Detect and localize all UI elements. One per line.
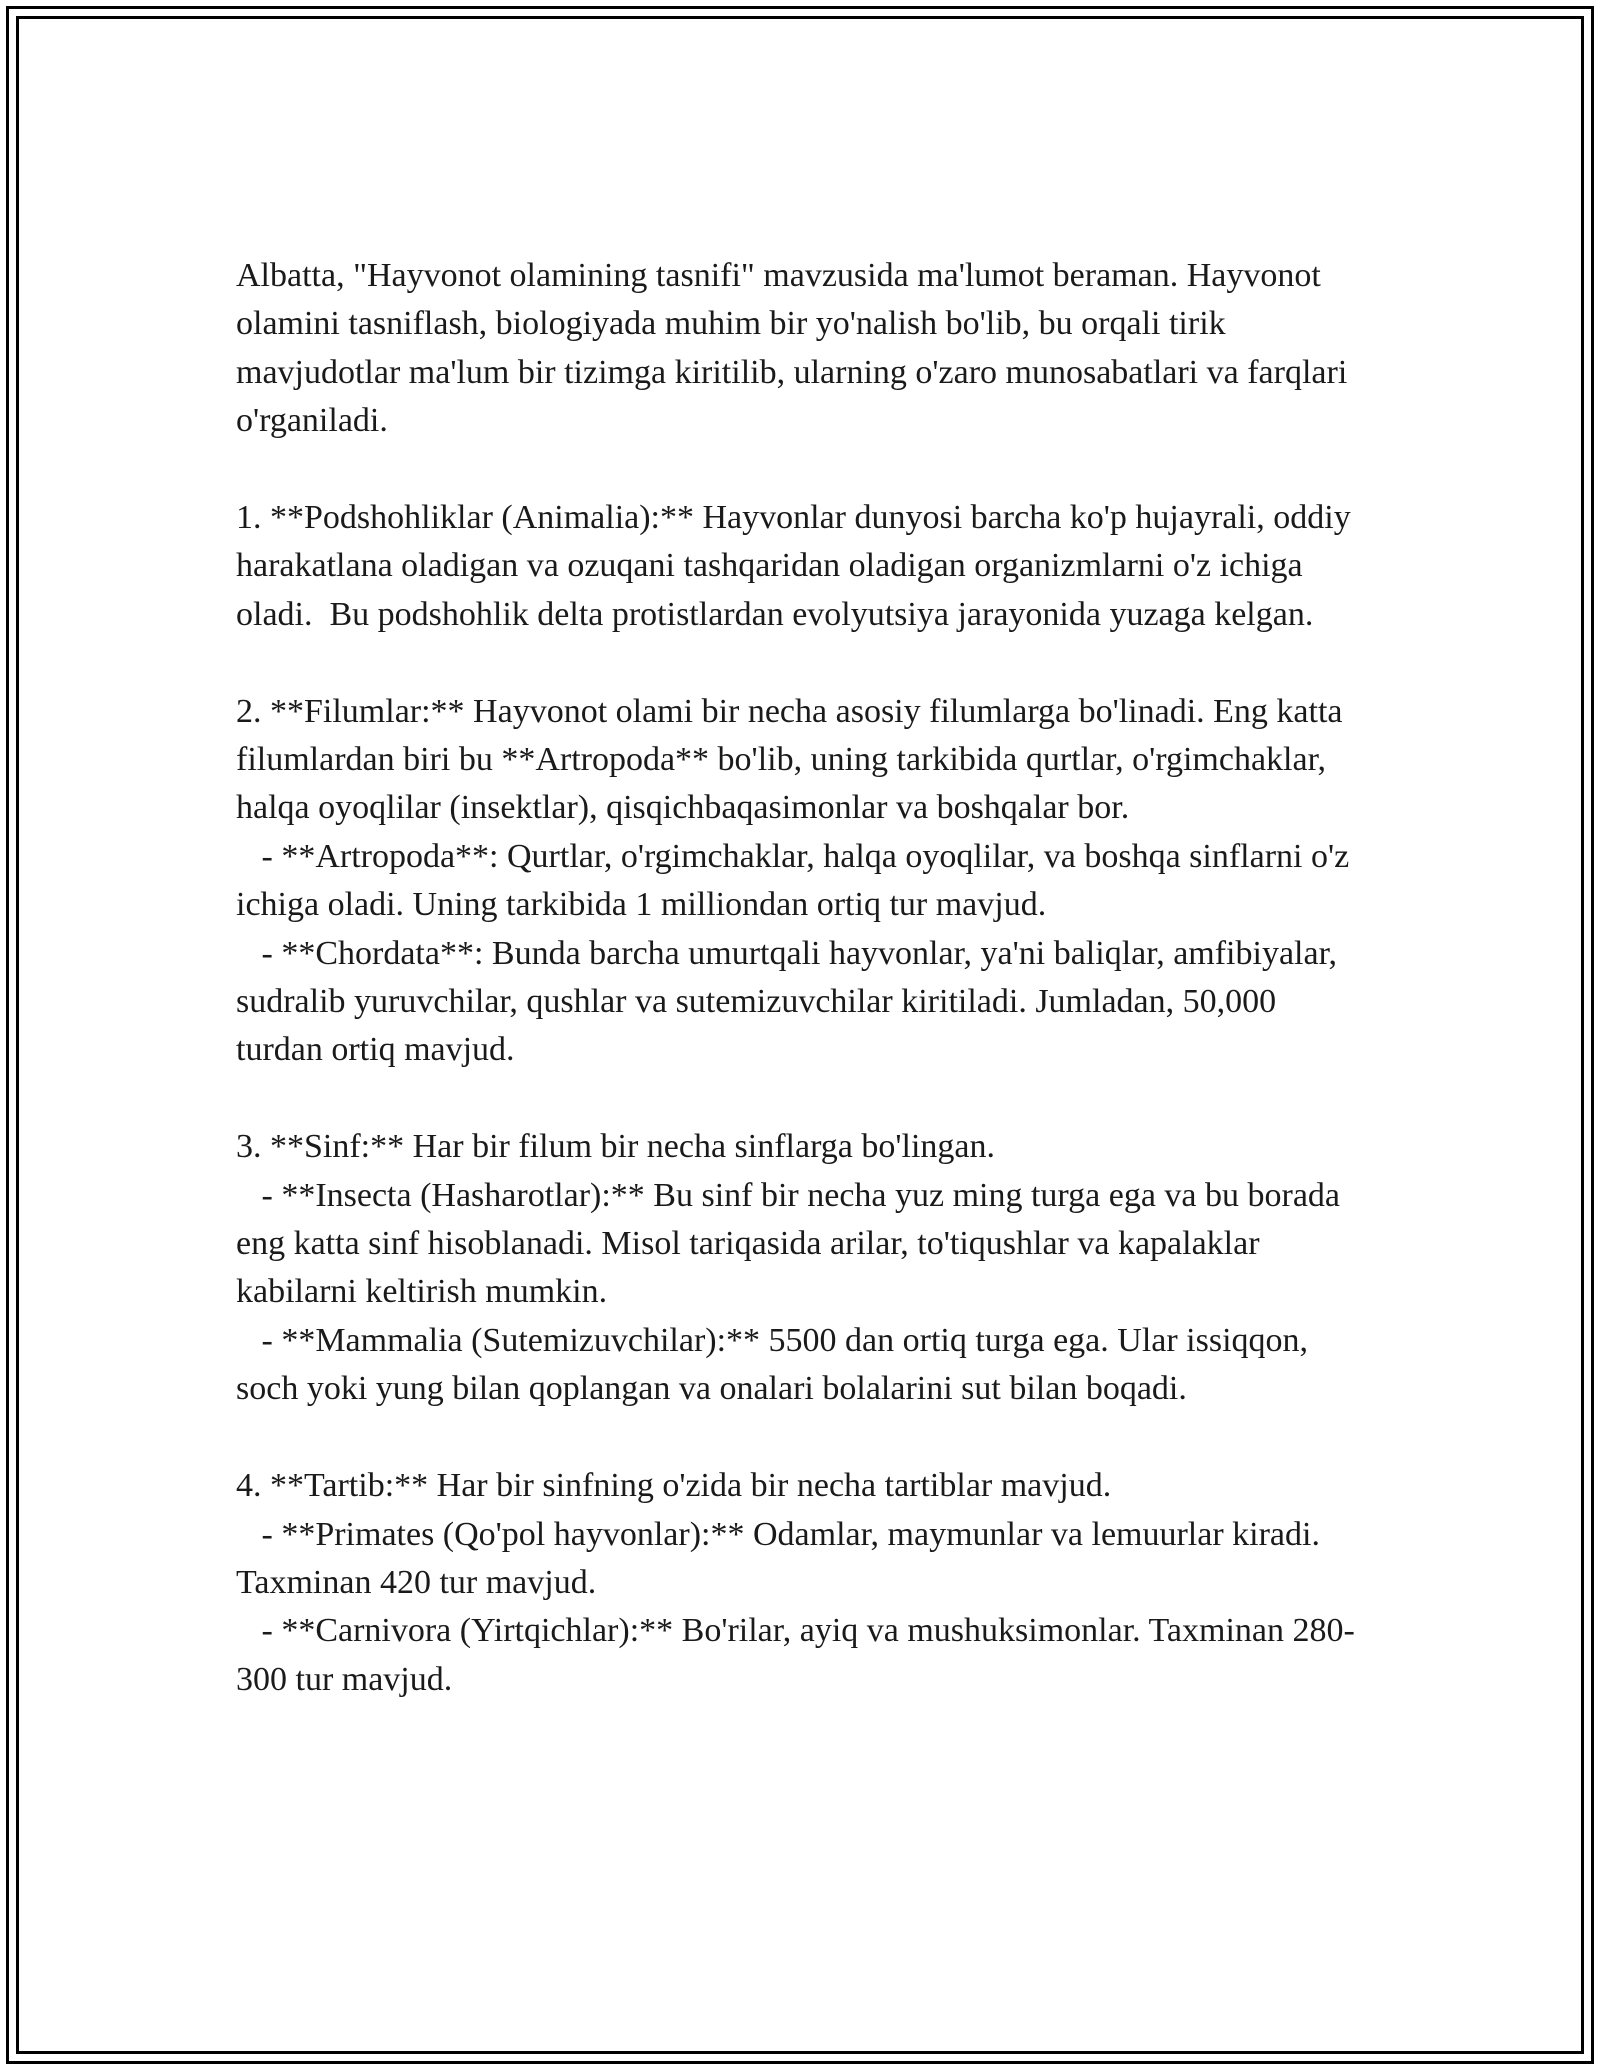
section-tartib: 4. **Tartib:** Har bir sinfning o'zida bir necha tartiblar mavjud. - **Primates (Qo'pol hayvonlar):** Odamlar, maymunlar va lemuurlar kiradi. Taxminan 420 tur mavjud. - **Carnivora (Yirtqichlar):** Bo'rilar, ayiq va mushuksimonlar. Taxminan 280-300 tur mavjud.	[236, 1467, 1355, 1698]
document-body	[236, 252, 1366, 1704]
section-filumlar: 2. **Filumlar:** Hayvonot olami bir necha asosiy filumlarga bo'linadi. Eng katta filumlardan biri bu **Artropoda** bo'lib, uning tarkibida qurtlar, o'rgimchaklar, halqa oyoqlilar (insektlar), qisqichbaqasimonlar va boshqalar bor. - **Artropoda**: Qurtlar, o'rgimchaklar, halqa oyoqlilar, va boshqa sinflarni o'z ichiga oladi. Uning tarkibida 1 milliondan ortiq tur mavjud. - **Chordata**: Bunda barcha umurtqali hayvonlar, ya'ni baliqlar, amfibiyalar, sudralib yuruvchilar, qushlar va sutemizuvchilar kiritiladi. Jumladan, 50,000 turdan ortiq mavjud.	[236, 692, 1350, 1069]
intro-paragraph: Albatta, "Hayvonot olamining tasnifi" mavzusida ma'lumot beraman. Hayvonot olamini tasniflash, biologiyada muhim bir yo'nalish bo'lib, bu orqali tirik mavjudotlar ma'lum bir tizimga kiritilib, ularning o'zaro munosabatlari va farqlari o'rganiladi.	[236, 257, 1356, 440]
paragraph-spacer	[236, 1414, 1366, 1462]
paragraph-spacer	[236, 1075, 1366, 1123]
section-podshohliklar: 1. **Podshohliklar (Animalia):** Hayvonlar dunyosi barcha ko'p hujayrali, oddiy harakatlana oladigan va ozuqani tashqaridan oladigan organizmlarni o'z ichiga oladi. Bu podshohlik delta protistlardan evolyutsiya jarayonida yuzaga kelgan.	[236, 499, 1360, 633]
section-sinf: 3. **Sinf:** Har bir filum bir necha sinflarga bo'lingan. - **Insecta (Hasharotlar):** Bu sinf bir necha yuz ming turga ega va bu borada eng katta sinf hisoblanadi. Misol tariqasida arilar, to'tiqushlar va kapalaklar kabilarni keltirish mumkin. - **Mammalia (Sutemizuvchilar):** 5500 dan ortiq turga ega. Ular issiqqon, soch yoki yung bilan qoplangan va onalari bolalarini sut bilan boqadi.	[236, 1128, 1341, 1408]
paragraph-spacer	[236, 639, 1366, 687]
paragraph-spacer	[236, 446, 1366, 494]
